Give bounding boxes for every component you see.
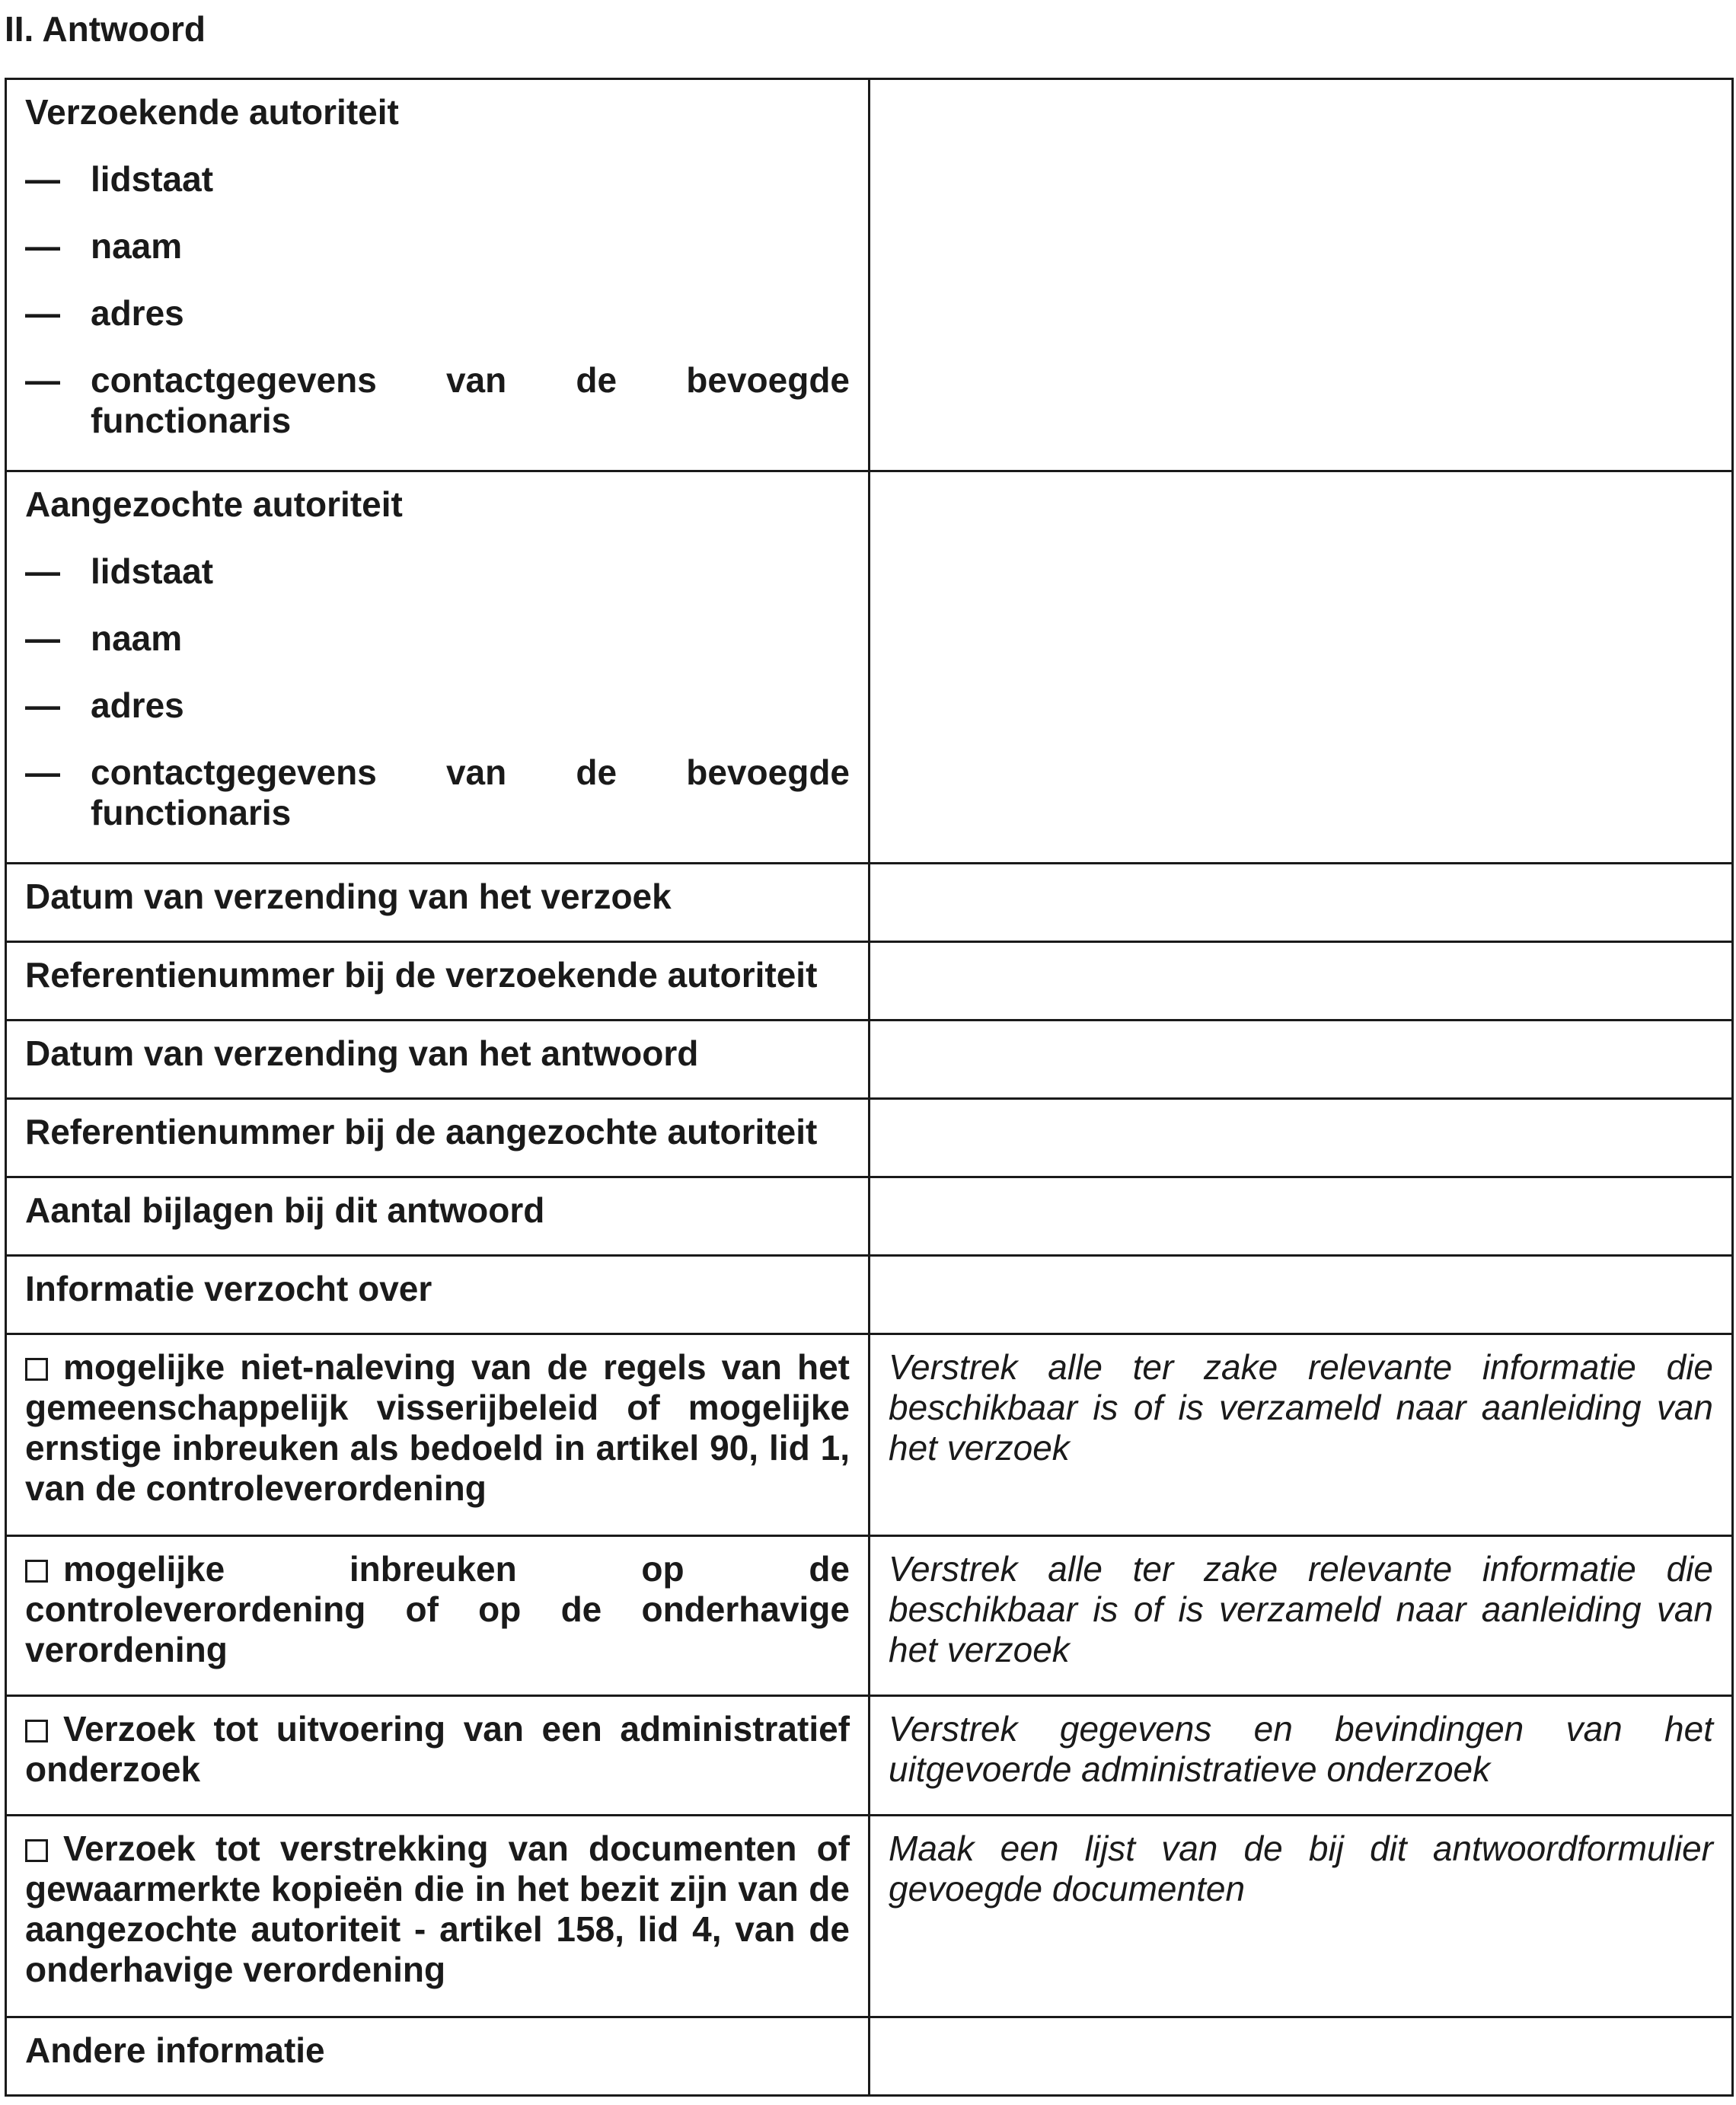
table-row (6, 1099, 1733, 1177)
requesting-authority-cell (6, 79, 870, 471)
list-item (25, 618, 850, 659)
list-item (25, 752, 850, 833)
table-row (6, 1256, 1733, 1334)
checkbox[interactable] (25, 1720, 48, 1742)
checkbox[interactable] (25, 1358, 48, 1381)
field-label: lidstaat (91, 159, 214, 199)
field-label: adres (91, 293, 184, 333)
field-label: contactgegevens van de bevoegde functionaris (91, 360, 850, 440)
field-label: Referentienummer bij de aangezochte autoriteit (6, 1099, 870, 1177)
table-row (6, 1021, 1733, 1099)
dash: — (25, 752, 60, 792)
checkbox[interactable] (25, 1839, 48, 1862)
checkbox-row-label (6, 1696, 870, 1816)
checkbox-row-label (6, 1816, 870, 2017)
table-row (6, 1536, 1733, 1696)
other-information-value[interactable] (870, 2017, 1733, 2096)
requested-authority-value[interactable] (870, 471, 1733, 864)
section-title: II. Antwoord (5, 9, 206, 49)
list-item (25, 551, 850, 592)
field-label: Informatie verzocht over (6, 1256, 870, 1334)
table-row (6, 942, 1733, 1021)
field-label: Datum van verzending van het antwoord (6, 1021, 870, 1099)
response-form-table (5, 78, 1734, 2097)
list-item (25, 685, 850, 726)
checkbox[interactable] (25, 1560, 48, 1583)
dash: — (25, 293, 60, 333)
dash: — (25, 226, 60, 266)
list-item (25, 226, 850, 267)
checkbox-label: Verzoek tot verstrekking van documenten of gewaarmerkte kopieën die in het bezit zijn van de aangezochte autoriteit - artikel 158, lid 4, van de onderhavige verordening (25, 1829, 850, 1989)
field-label: lidstaat (91, 551, 214, 591)
requesting-authority-heading: Verzoekende autoriteit (25, 92, 399, 132)
instruction-note: Verstrek alle ter zake relevante informatie die beschikbaar is of is verzameld naar aanleiding van het verzoek (870, 1536, 1733, 1696)
dash: — (25, 551, 60, 591)
instruction-note: Verstrek alle ter zake relevante informatie die beschikbaar is of is verzameld naar aanleiding van het verzoek (870, 1334, 1733, 1536)
field-label: naam (91, 618, 183, 658)
field-label: adres (91, 685, 184, 725)
table-row (6, 2017, 1733, 2096)
requesting-reference-value[interactable] (870, 942, 1733, 1021)
requesting-authority-value[interactable] (870, 79, 1733, 471)
table-row (6, 864, 1733, 942)
requested-authority-heading: Aangezochte autoriteit (25, 484, 403, 524)
checkbox-label: mogelijke inbreuken op de controleverordening of op de onderhavige verordening (25, 1549, 850, 1669)
attachments-count-value[interactable] (870, 1177, 1733, 1256)
requested-authority-cell (6, 471, 870, 864)
field-label: Aantal bijlagen bij dit antwoord (6, 1177, 870, 1256)
list-item (25, 360, 850, 441)
request-date-value[interactable] (870, 864, 1733, 942)
list-item (25, 293, 850, 334)
requested-reference-value[interactable] (870, 1099, 1733, 1177)
field-label: Datum van verzending van het verzoek (6, 864, 870, 942)
checkbox-row-label (6, 1334, 870, 1536)
table-row (6, 1334, 1733, 1536)
field-label: Referentienummer bij de verzoekende autoriteit (6, 942, 870, 1021)
dash: — (25, 360, 60, 400)
dash: — (25, 159, 60, 199)
checkbox-row-label (6, 1536, 870, 1696)
instruction-note: Maak een lijst van de bij dit antwoordformulier gevoegde documenten (870, 1816, 1733, 2017)
field-label: Andere informatie (6, 2017, 870, 2096)
list-item (25, 159, 850, 200)
table-row (6, 471, 1733, 864)
table-row (6, 1696, 1733, 1816)
field-label: naam (91, 226, 183, 266)
checkbox-label: mogelijke niet-naleving van de regels van het gemeenschappelijk visserijbeleid of mogelijke ernstige inbreuken als bedoeld in artikel 90, lid 1, van de controleverordening (25, 1347, 850, 1508)
information-requested-value[interactable] (870, 1256, 1733, 1334)
instruction-note: Verstrek gegevens en bevindingen van het uitgevoerde administratieve onderzoek (870, 1696, 1733, 1816)
field-label: contactgegevens van de bevoegde functionaris (91, 752, 850, 832)
table-row (6, 1816, 1733, 2017)
dash: — (25, 618, 60, 658)
response-date-value[interactable] (870, 1021, 1733, 1099)
checkbox-label: Verzoek tot uitvoering van een administratief onderzoek (25, 1709, 850, 1789)
table-row (6, 79, 1733, 471)
table-row (6, 1177, 1733, 1256)
dash: — (25, 685, 60, 725)
